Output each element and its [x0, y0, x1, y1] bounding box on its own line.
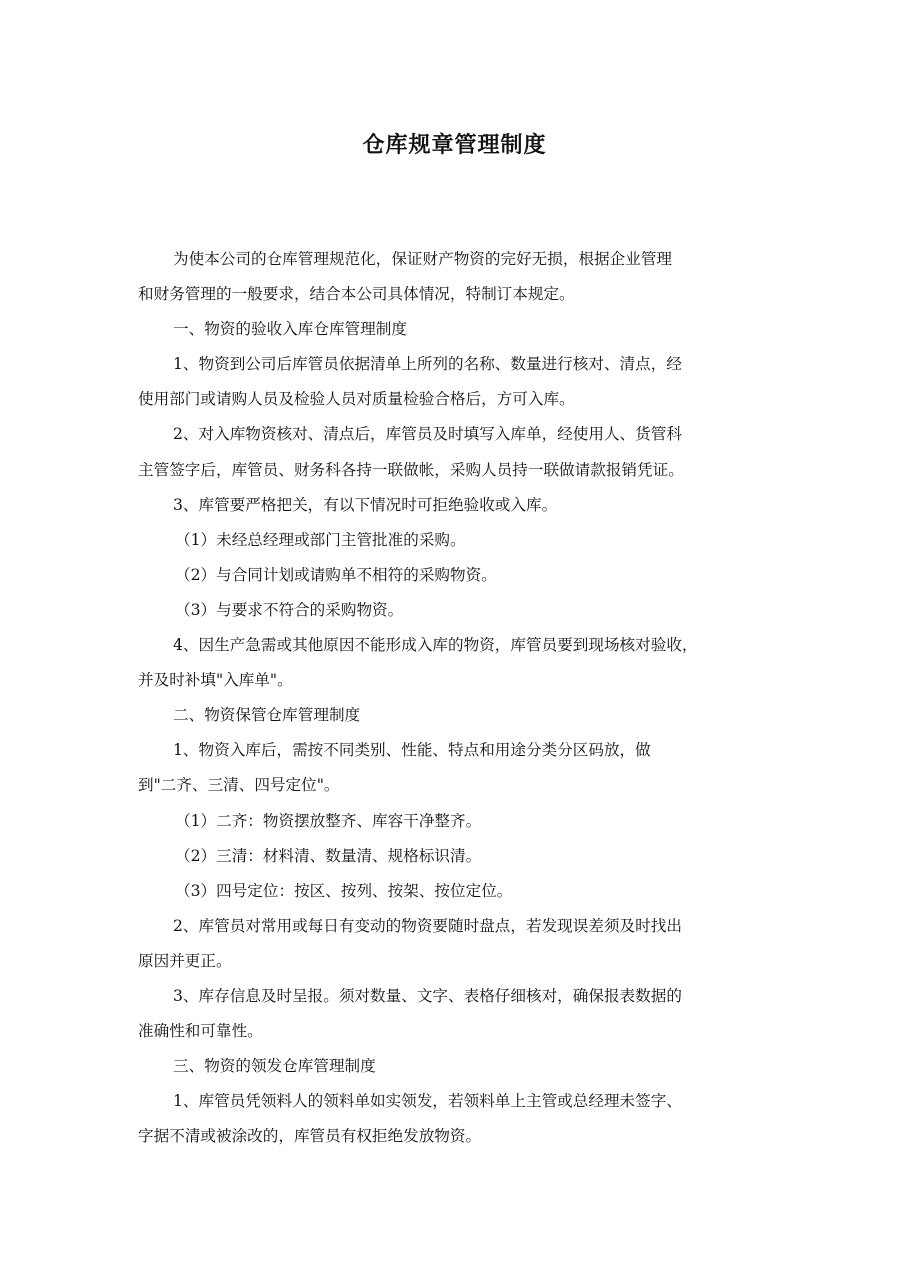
paragraph-line: 一、物资的验收入库仓库管理制度 [173, 320, 407, 339]
paragraph [138, 312, 783, 347]
paragraph-line: 和财务管理的一般要求，结合本公司具体情况，特制订本规定。 [138, 285, 575, 304]
paragraph-line: （2）三清：材料清、数量清、规格标识清。 [175, 846, 482, 865]
paragraph-line: 3、库管要严格把关，有以下情况时可拒绝验收或入库。 [173, 495, 558, 514]
paragraph-line: 1、物资到公司后库管员依据清单上所列的名称、数量进行核对、清点，经 [173, 355, 682, 374]
paragraph [138, 1084, 783, 1154]
paragraph-line: 2、对入库物资核对、清点后，库管员及时填写入库单，经使用人、货管科 [173, 425, 682, 444]
paragraph [138, 909, 783, 979]
sub-item-paragraph [138, 874, 783, 909]
paragraph-line: 主管签字后，库管员、财务科各持一联做帐，采购人员持一联做请款报销凭证。 [138, 460, 684, 479]
paragraph-line: 1、库管员凭领料人的领料单如实领发，若领料单上主管或总经理未签字、 [173, 1092, 682, 1111]
paragraph-line: （1）二齐：物资摆放整齐、库容干净整齐。 [175, 811, 482, 830]
paragraph [138, 1049, 783, 1084]
paragraph-line: （3）与要求不符合的采购物资。 [175, 600, 404, 619]
paragraph-line: 4、因生产急需或其他原因不能形成入库的物资，库管员要到现场核对验收， [173, 636, 698, 655]
paragraph [138, 488, 783, 523]
paragraph-line: 2、库管员对常用或每日有变动的物资要随时盘点，若发现误差须及时找出 [173, 916, 682, 935]
paragraph-line: 二、物资保管仓库管理制度 [173, 706, 361, 725]
paragraph-line: （3）四号定位：按区、按列、按架、按位定位。 [175, 881, 513, 900]
sub-item-paragraph [138, 523, 783, 558]
sub-item-paragraph [138, 839, 783, 874]
paragraph-line: 使用部门或请购人员及检验人员对质量检验合格后，方可入库。 [138, 390, 575, 409]
paragraph-line: 字据不清或被涂改的，库管员有权拒绝发放物资。 [138, 1127, 482, 1146]
paragraph-line: 准确性和可靠性。 [138, 1022, 263, 1041]
paragraph-line: 三、物资的领发仓库管理制度 [173, 1057, 376, 1076]
paragraph [138, 698, 783, 733]
paragraph [138, 733, 783, 803]
document-body [138, 242, 783, 1154]
paragraph-line: 1、物资入库后，需按不同类别、性能、特点和用途分类分区码放，做 [173, 741, 651, 760]
sub-item-paragraph [138, 804, 783, 839]
paragraph-line: 为使本公司的仓库管理规范化，保证财产物资的完好无损，根据企业管理 [173, 250, 673, 268]
sub-item-paragraph [138, 593, 783, 628]
paragraph-line: 原因并更正。 [138, 951, 232, 970]
paragraph-line: 并及时补填"入库单"。 [138, 671, 293, 690]
paragraph [138, 979, 783, 1049]
paragraph-line: （2）与合同计划或请购单不相符的采购物资。 [175, 565, 497, 584]
paragraph-line: 到"二齐、三清、四号定位"。 [138, 776, 340, 795]
document-title: 仓库规章管理制度 [362, 132, 547, 158]
paragraph [138, 628, 783, 698]
paragraph [138, 417, 783, 487]
paragraph-line: 3、库存信息及时呈报。须对数量、文字、表格仔细核对，确保报表数据的 [173, 986, 682, 1005]
paragraph [138, 347, 783, 417]
paragraph [138, 242, 783, 312]
paragraph-line: （1）未经总经理或部门主管批准的采购。 [175, 530, 466, 549]
sub-item-paragraph [138, 558, 783, 593]
